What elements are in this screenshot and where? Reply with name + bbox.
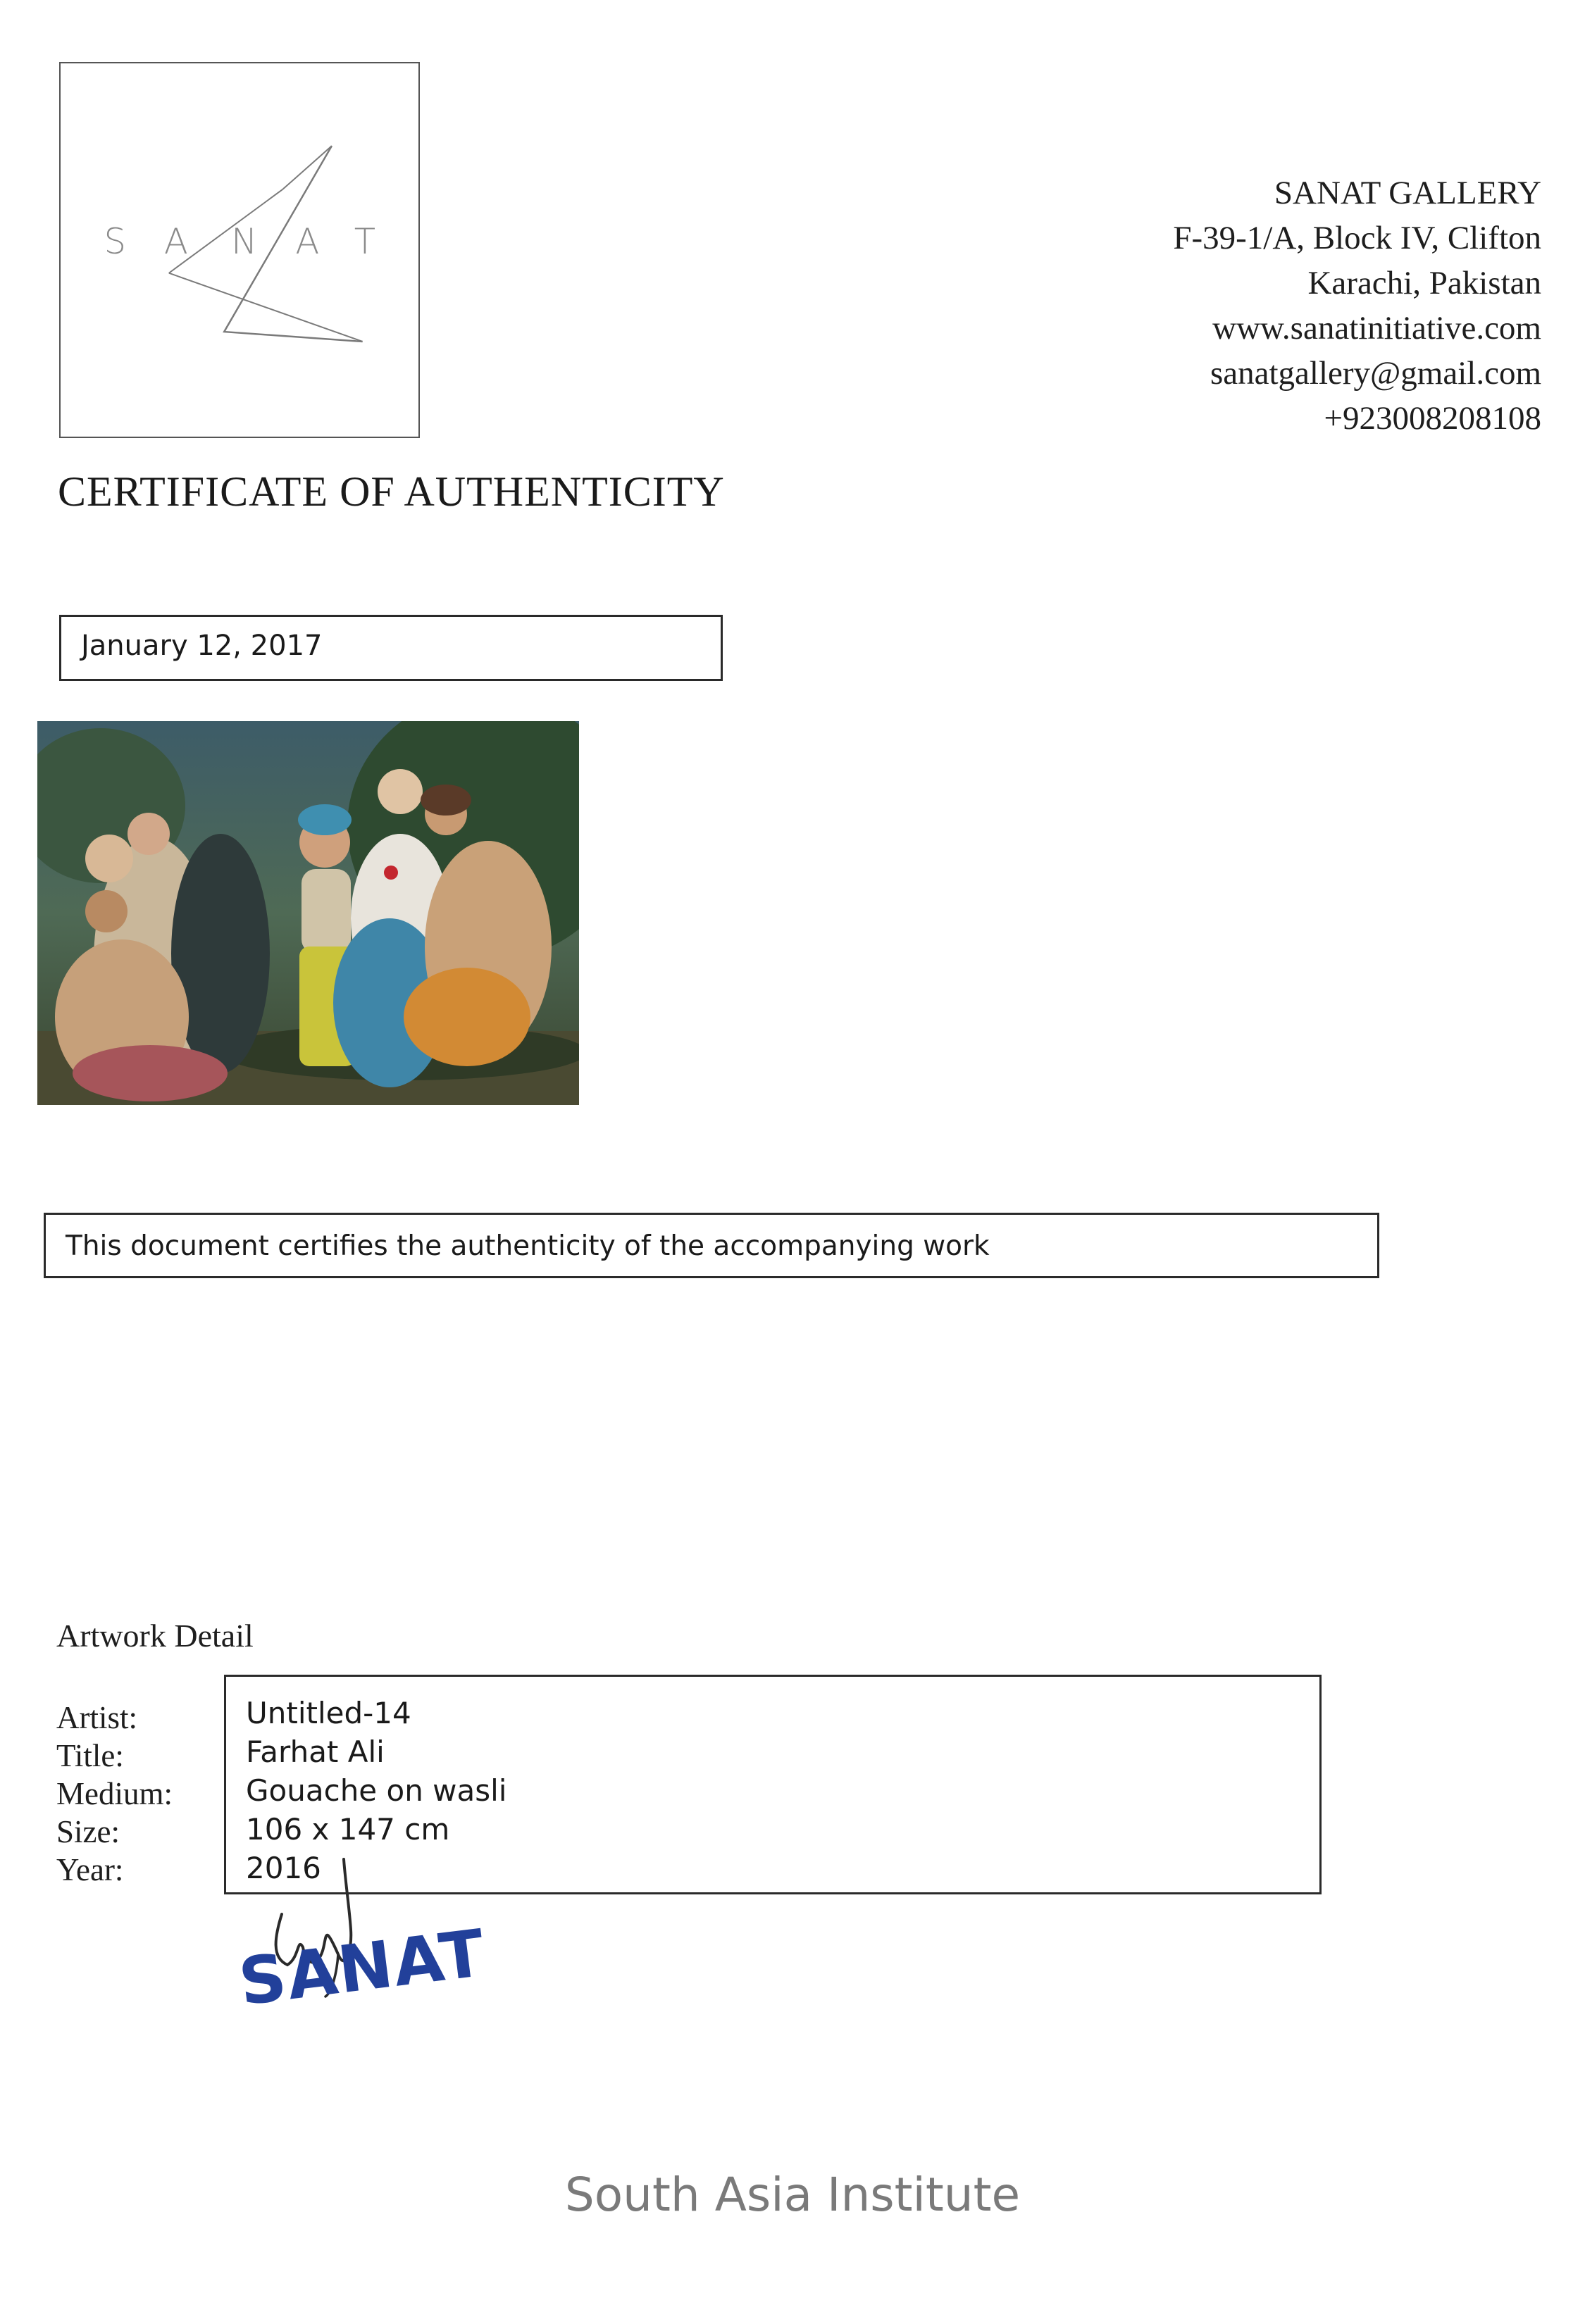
label-year: Year:: [56, 1852, 124, 1887]
value-year: 2016: [246, 1851, 321, 1885]
gallery-email: sanatgallery@gmail.com: [1210, 355, 1541, 392]
logo-letter-t: T: [354, 220, 376, 262]
artwork-image: [37, 721, 579, 1105]
gallery-phone: +923008208108: [1324, 400, 1541, 437]
logo-letter-n: N: [231, 220, 258, 262]
logo-mark: [61, 63, 418, 437]
gallery-website: www.sanatinitiative.com: [1212, 310, 1541, 346]
value-medium: Gouache on wasli: [246, 1773, 507, 1808]
label-medium: Medium:: [56, 1776, 173, 1811]
gallery-name: SANAT GALLERY: [1274, 175, 1541, 211]
value-title: Farhat Ali: [246, 1735, 385, 1769]
logo-letter-a2: A: [295, 220, 320, 262]
statement-box: [44, 1213, 1379, 1278]
certificate-title: CERTIFICATE OF AUTHENTICITY: [58, 468, 725, 515]
certificate-statement: This document certifies the authenticity of the accompanying work: [66, 1230, 990, 1262]
logo-letter-s: S: [104, 220, 126, 262]
value-size: 106 x 147 cm: [246, 1812, 450, 1847]
certificate-date: January 12, 2017: [81, 630, 323, 662]
gallery-address-block: [907, 170, 1541, 441]
artwork-detail-heading: Artwork Detail: [56, 1618, 254, 1654]
gallery-address-line2: Karachi, Pakistan: [1307, 265, 1541, 301]
label-artist: Artist:: [56, 1700, 138, 1735]
painting-illustration: [37, 721, 579, 1105]
gallery-logo: [59, 62, 420, 438]
footer-institute: South Asia Institute: [564, 2168, 1021, 2222]
value-artist: Untitled-14: [246, 1696, 411, 1730]
logo-letter-a1: A: [163, 220, 188, 262]
sanat-stamp: SANAT: [235, 1915, 490, 2020]
gallery-address-line1: F-39-1/A, Block IV, Clifton: [1173, 220, 1541, 256]
label-title: Title:: [56, 1738, 124, 1773]
label-size: Size:: [56, 1814, 120, 1849]
date-box: [59, 615, 723, 681]
detail-labels: [56, 1699, 173, 1889]
